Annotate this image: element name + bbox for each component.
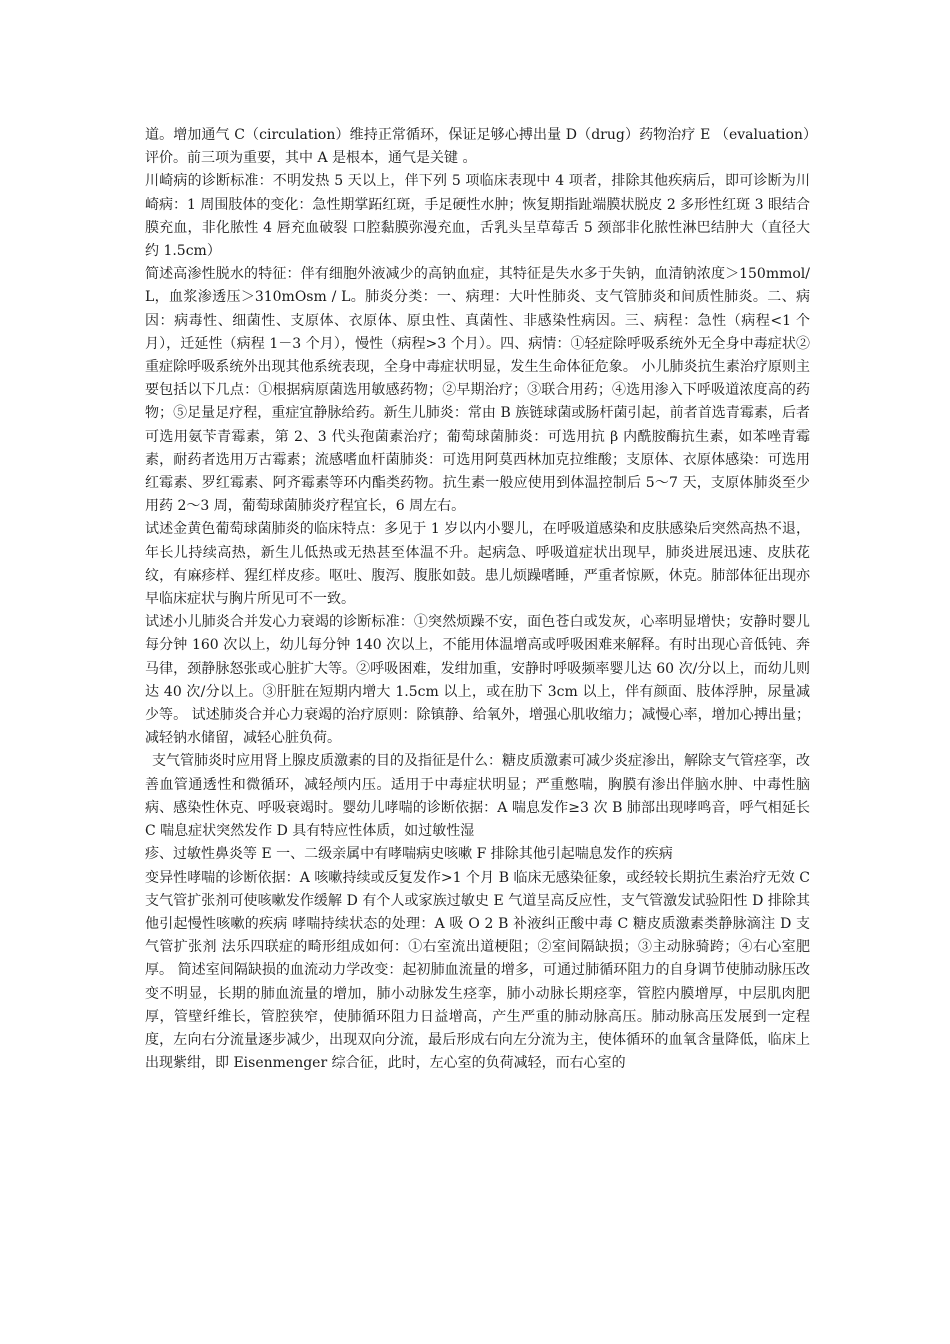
paragraph-airway-management: 道。增加通气 C（circulation）维持正常循环，保证足够心搏出量 D（drug）药物治疗 E （evaluation）评价。前三项为重要，其中 A 是根本，通气是关键 。: [145, 127, 810, 167]
paragraph-corticosteroids-asthma: 支气管肺炎时应用肾上腺皮质激素的目的及指征是什么：糖皮质激素可减少炎症渗出，解除支气管痉挛，改善血管通透性和微循环，减轻颅内压。适用于中毒症状明显；严重憋喘，胸膜有渗出伴脑水肿、中毒性脑病、感染性休克、呼吸衰竭时。婴幼儿哮喘的诊断依据：A 喘息发作≥3 次 B 肺部出现哮鸣音，呼气相延长 C 喘息症状突然发作 D 具有特应性体质，如过敏性湿: [145, 753, 810, 840]
paragraph-dehydration-pneumonia: 简述高渗性脱水的特征：伴有细胞外液减少的高钠血症，其特征是失水多于失钠，血清钠浓度＞150mmol/L，血浆渗透压＞310mOsm / L。肺炎分类：一、病理：大叶性肺炎、支气管肺炎和间质性肺炎。二、病因：病毒性、细菌性、支原体、衣原体、原虫性、真菌性、非感染性病因。三、病程：急性（病程<1 个月），迁延性（病程 1－3 个月），慢性（病程>3 个月）。四、病情：①轻症除呼吸系统外无全身中毒症状②重症除呼吸系统外出现其他系统表现，全身中毒症状明显，发生生命体征危象。 小儿肺炎抗生素治疗原则主要包括以下几点：①根据病原菌选用敏感药物；②早期治疗；③联合用药；④选用渗入下呼吸道浓度高的药物；⑤足量足疗程，重症宜静脉给药。新生儿肺炎：常由 B 族链球菌或肠杆菌引起，前者首选青霉素，后者可选用氨苄青霉素，第 2、3 代头孢菌素治疗；葡萄球菌肺炎：可选用抗 β 内酰胺酶抗生素，如苯唑青霉素，耐药者选用万古霉素；流感嗜血杆菌肺炎：可选用阿莫西林加克拉维酸；支原体、衣原体感染：可选用红霉素、罗红霉素、阿齐霉素等环内酯类药物。抗生素一般应使用到体温控制后 5～7 天，支原体肺炎至少用药 2～3 周，葡萄球菌肺炎疗程宜长，6 周左右。: [145, 266, 810, 515]
paragraph-staph-pneumonia: 试述金黄色葡萄球菌肺炎的临床特点：多见于 1 岁以内小婴儿，在呼吸道感染和皮肤感染后突然高热不退，年长儿持续高热，新生儿低热或无热甚至体温不升。起病急、呼吸道症状出现早，肺炎进展迅速、皮肤花纹，有麻疹样、猩红样皮疹。呕吐、腹泻、腹胀如鼓。患儿烦躁嗜睡，严重者惊厥，休克。肺部体征出现亦早临床症状与胸片所见可不一致。: [145, 521, 810, 608]
paragraph-heart-failure: 试述小儿肺炎合并发心力衰竭的诊断标准：①突然烦躁不安，面色苍白或发灰，心率明显增快；安静时婴儿每分钟 160 次以上，幼儿每分钟 140 次以上，不能用体温增高或呼吸困难来解释。有时出现心音低钝、奔马律，颈静脉怒张或心脏扩大等。②呼吸困难，发绀加重，安静时呼吸频率婴儿达 60 次/分以上，而幼儿则达 40 次/分以上。③肝脏在短期内增大 1.5cm 以上，或在肋下 3cm 以上，伴有颜面、肢体浮肿，尿量减少等。 试述肺炎合并心力衰竭的治疗原则：除镇静、给氧外，增强心肌收缩力；减慢心率，增加心搏出量；减轻钠水储留，减轻心脏负荷。: [145, 614, 810, 747]
paragraph-cough-variant-asthma: 变异性哮喘的诊断依据：A 咳嗽持续或反复发作>1 个月 B 临床无感染征象，或经较长期抗生素治疗无效 C 支气管扩张剂可使咳嗽发作缓解 D 有个人或家族过敏史 E 气道呈高反应性，支气管激发试验阳性 D 排除其他引起慢性咳嗽的疾病 哮喘持续状态的处理：A 吸 O 2 B 补液纠正酸中毒 C 糖皮质激素类静脉滴注 D 支气管扩张剂 法乐四联症的畸形组成如何：①右室流出道梗阻；②室间隔缺损；③主动脉骑跨；④右心室肥厚。 简述室间隔缺损的血流动力学改变：起初肺血流量的增多，可通过肺循环阻力的自身调节使肺动脉压改变不明显，长期的肺血流量的增加，肺小动脉发生痉挛，肺小动脉长期痉挛，管腔内膜增厚，中层肌肉肥厚，管壁纤维长，管腔狭窄，使肺循环阻力日益增高，产生严重的肺动脉高压。肺动脉高压发展到一定程度，左向右分流量逐步减少，出现双向分流，最后形成右向左分流为主，使体循环的血氧含量降低，临床上出现紫绀，即 Eisenmenger 综合征，此时，左心室的负荷减轻，而右心室的: [145, 869, 810, 1072]
paragraph-kawasaki-criteria: 川崎病的诊断标准：不明发热 5 天以上，伴下列 5 项临床表现中 4 项者，排除其他疾病后，即可诊断为川崎病：1 周围肢体的变化：急性期掌跖红斑，手足硬性水肿；恢复期指趾端膜状脱皮 2 多形性红斑 3 眼结合膜充血，非化脓性 4 唇充血破裂 口腔黏膜弥漫充血，舌乳头呈草莓舌 5 颈部非化脓性淋巴结肿大（直径大约 1.5cm）: [145, 173, 810, 260]
document-page: [145, 124, 810, 1075]
paragraph-asthma-continued: 疹、过敏性鼻炎等 E 一、二级亲属中有哮喘病史咳嗽 F 排除其他引起喘息发作的疾病: [145, 846, 673, 863]
